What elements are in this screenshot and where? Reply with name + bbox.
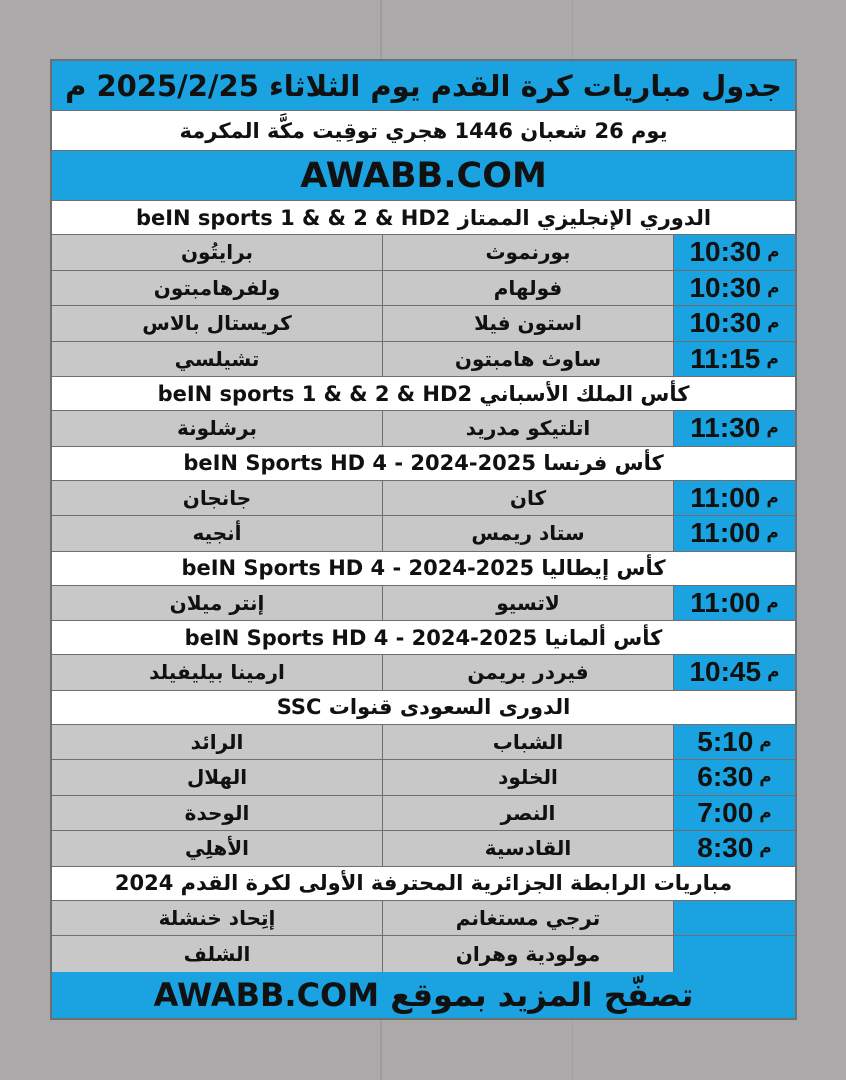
match-row: [52, 831, 795, 867]
match-time-cell: [673, 516, 795, 551]
match-row: [52, 936, 795, 972]
kickoff-time: 11:30: [690, 412, 761, 444]
match-row: [52, 516, 795, 552]
match-row: [52, 901, 795, 937]
pm-marker: م: [759, 802, 772, 823]
match-time-cell: [673, 411, 795, 446]
pm-marker: م: [767, 662, 780, 683]
match-time-cell: [673, 901, 795, 936]
away-team: كريستال بالاس: [52, 306, 382, 341]
kickoff-time: 11:00: [690, 481, 761, 513]
pm-marker: م: [766, 487, 779, 508]
league-header: مباريات الرابطة الجزائرية المحترفة الأولى لكرة القدم 2024: [52, 867, 795, 901]
kickoff-time: 11:15: [690, 342, 761, 374]
match-time-cell: [673, 271, 795, 306]
match-row: [52, 481, 795, 517]
match-row: [52, 271, 795, 307]
pm-marker: م: [759, 838, 772, 859]
away-team: الرائد: [52, 725, 382, 760]
home-team: ستاد ريمس: [382, 516, 673, 551]
match-row: [52, 725, 795, 761]
away-team: جانجان: [52, 481, 382, 516]
home-team: بورنموث: [382, 235, 673, 270]
away-team: أنجيه: [52, 516, 382, 551]
away-team: برايتُون: [52, 235, 382, 270]
home-team: استون فيلا: [382, 306, 673, 341]
league-header: كأس فرنسا 2025-2024 - beIN Sports HD 4: [52, 447, 795, 481]
away-team: إتِحاد خنشلة: [52, 901, 382, 936]
home-team: ساوث هامبتون: [382, 342, 673, 377]
league-header: الدوري الإنجليزي الممتاز beIN sports 1 & & 2 & HD2: [52, 201, 795, 235]
footer-banner: تصفّح المزيد بموقع AWABB.COM: [52, 972, 795, 1018]
match-time-cell: [673, 725, 795, 760]
kickoff-time: 8:30: [697, 832, 754, 864]
match-row: [52, 342, 795, 378]
kickoff-time: 11:00: [690, 517, 761, 549]
home-team: الخلود: [382, 760, 673, 795]
league-header: كأس الملك الأسباني beIN sports 1 & & 2 & HD2: [52, 377, 795, 411]
home-team: لاتسيو: [382, 586, 673, 621]
match-time-cell: [673, 796, 795, 831]
kickoff-time: 7:00: [697, 796, 754, 828]
match-row: [52, 655, 795, 691]
home-team: كان: [382, 481, 673, 516]
match-time-cell: [673, 342, 795, 377]
kickoff-time: 10:30: [689, 271, 762, 303]
kickoff-time: 10:45: [689, 656, 762, 688]
match-time-cell: [673, 831, 795, 866]
league-header: كأس إيطاليا 2025-2024 - beIN Sports HD 4: [52, 552, 795, 586]
pm-marker: م: [759, 767, 772, 788]
league-header: كأس ألمانيا 2025-2024 - beIN Sports HD 4: [52, 621, 795, 655]
match-time-cell: [673, 235, 795, 270]
home-team: اتلتيكو مدريد: [382, 411, 673, 446]
match-time-cell: [673, 586, 795, 621]
schedule-title: جدول مباريات كرة القدم يوم الثلاثاء 2025/2/25 م: [52, 61, 795, 111]
match-row: [52, 796, 795, 832]
match-row: [52, 411, 795, 447]
away-team: الشلف: [52, 936, 382, 972]
home-team: فولهام: [382, 271, 673, 306]
away-team: تشيلسي: [52, 342, 382, 377]
match-time-cell: [673, 760, 795, 795]
kickoff-time: 6:30: [697, 761, 754, 793]
kickoff-time: 10:30: [689, 307, 762, 339]
pm-marker: م: [766, 592, 779, 613]
away-team: إنتر ميلان: [52, 586, 382, 621]
pm-marker: م: [766, 523, 779, 544]
kickoff-time: 10:30: [689, 236, 762, 268]
away-team: الأهلِي: [52, 831, 382, 866]
pm-marker: م: [766, 418, 779, 439]
away-team: الوحدة: [52, 796, 382, 831]
pm-marker: م: [766, 348, 779, 369]
sections-container: [52, 201, 795, 972]
match-schedule-table: [50, 59, 797, 1020]
home-team: مولودية وهران: [382, 936, 673, 972]
site-banner: AWABB.COM: [52, 151, 795, 201]
away-team: ولفرهامبتون: [52, 271, 382, 306]
kickoff-time: 11:00: [690, 586, 761, 618]
pm-marker: م: [767, 277, 780, 298]
away-team: الهلال: [52, 760, 382, 795]
home-team: فيردر بريمن: [382, 655, 673, 690]
home-team: القادسية: [382, 831, 673, 866]
match-row: [52, 586, 795, 622]
match-row: [52, 760, 795, 796]
match-time-cell: [673, 306, 795, 341]
away-team: ارمينا بيليفيلد: [52, 655, 382, 690]
match-time-cell: [673, 481, 795, 516]
match-time-cell: [673, 655, 795, 690]
away-team: برشلونة: [52, 411, 382, 446]
match-time-cell: [673, 936, 795, 972]
hijri-date-subtitle: يوم 26 شعبان 1446 هجري توقِيت مكَّة المكرمة: [52, 111, 795, 151]
home-team: النصر: [382, 796, 673, 831]
match-row: [52, 235, 795, 271]
pm-marker: م: [759, 731, 772, 752]
pm-marker: م: [767, 313, 780, 334]
home-team: الشباب: [382, 725, 673, 760]
kickoff-time: 5:10: [697, 725, 754, 757]
match-row: [52, 306, 795, 342]
pm-marker: م: [767, 242, 780, 263]
league-header: الدورى السعودى قنوات SSC: [52, 691, 795, 725]
home-team: ترجي مستغانم: [382, 901, 673, 936]
